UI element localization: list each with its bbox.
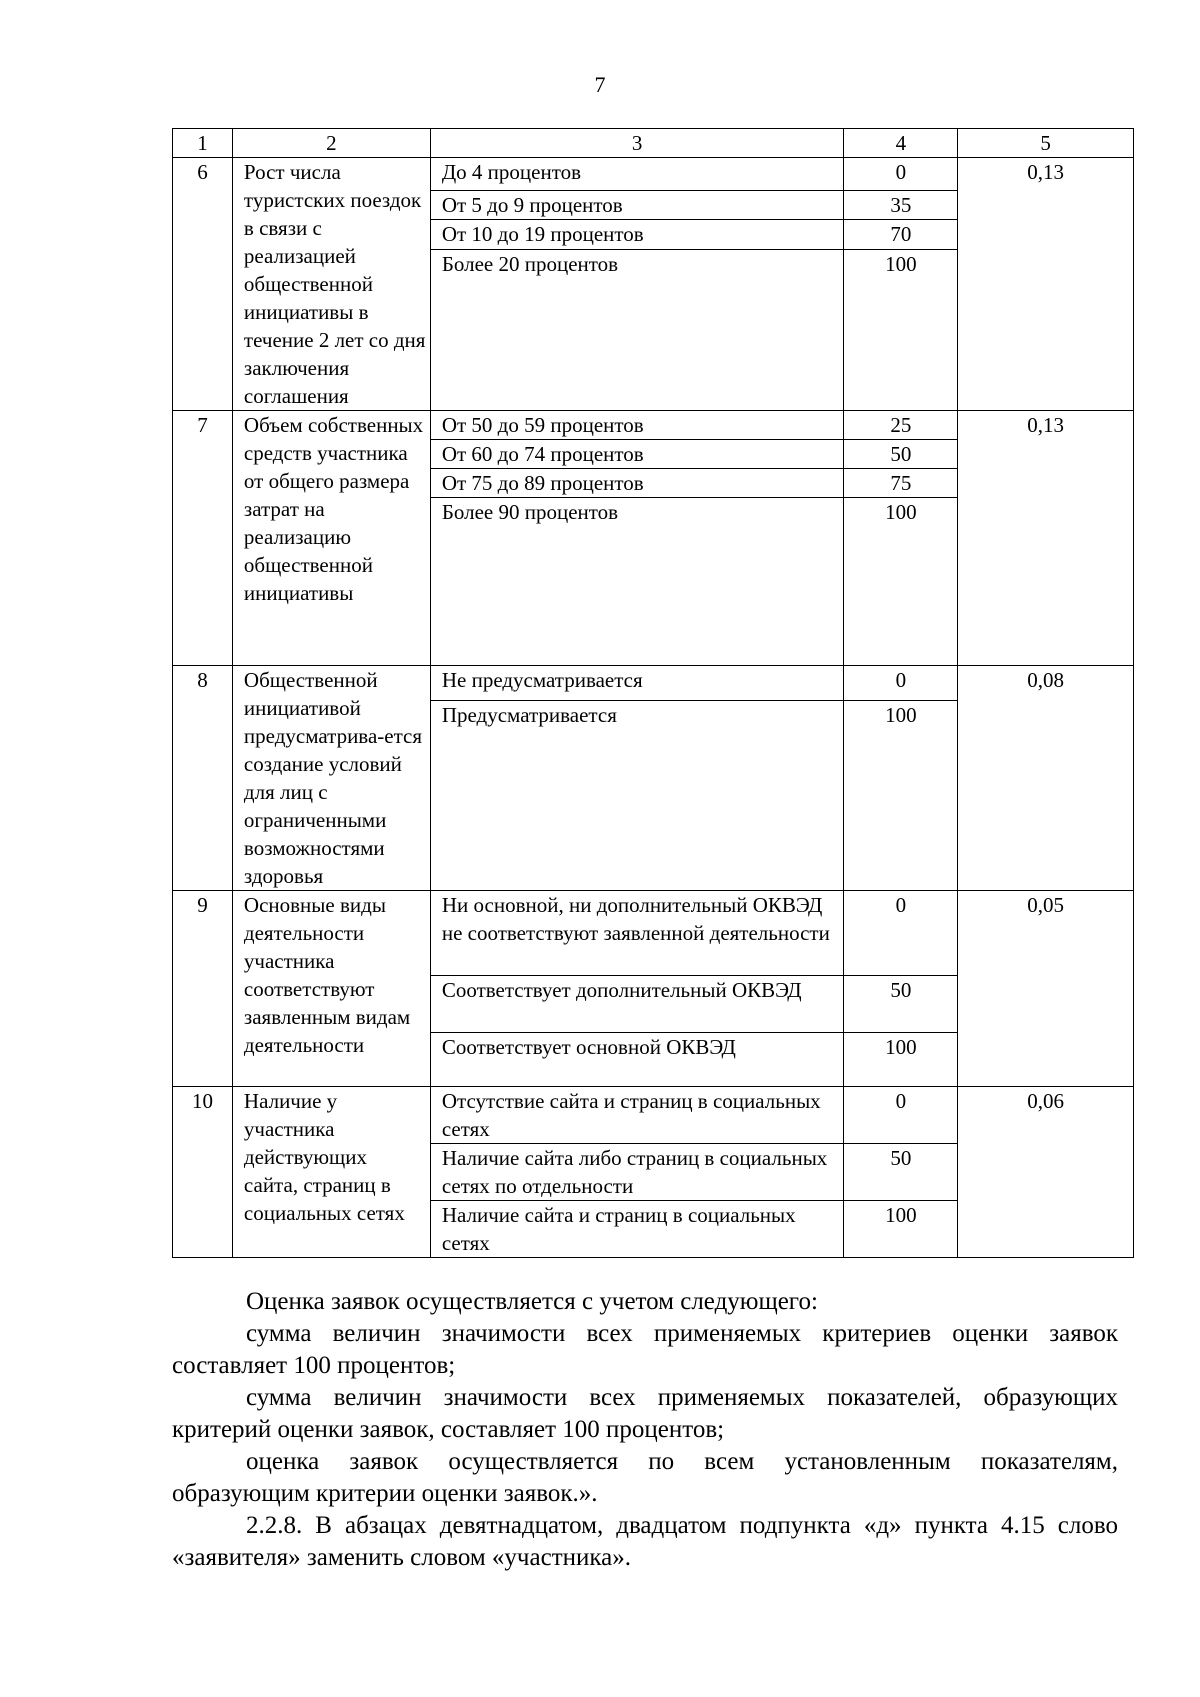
paragraph: сумма величин значимости всех применяемых показателей, образующих критерий оценки заявок, составляет 100 процентов; [172,1384,1118,1443]
criterion-name: Общественной инициативой предусматрива-ется создание условий для лиц с ограниченными возможностями здоровья [232,666,430,891]
criterion-number: 6 [173,158,233,411]
criterion-name: Рост числа туристских поездок в связи с реализацией общественной инициативы в течение 2 лет со дня заключения соглашения [232,158,430,411]
option-text: Наличие сайта и страниц в социальных сетях [430,1201,844,1258]
option-score: 100 [844,701,958,891]
option-text: Более 90 процентов [430,498,844,666]
option-text: От 75 до 89 процентов [430,469,844,498]
table-row [173,891,1134,976]
table-row [173,411,1134,440]
option-score: 50 [844,976,958,1033]
option-text: От 5 до 9 процентов [430,190,844,220]
option-text: Не предусматривается [430,666,844,701]
criterion-number: 10 [173,1087,233,1258]
criterion-number: 9 [173,891,233,1087]
criterion-name: Основные виды деятельности участника соответствуют заявленным видам деятельности [232,891,430,1087]
option-text: От 50 до 59 процентов [430,411,844,440]
criterion-name: Наличие у участника действующих сайта, страниц в социальных сетях [232,1087,430,1258]
option-text: Наличие сайта либо страниц в социальных сетях по отдельности [430,1144,844,1201]
option-text: Более 20 процентов [430,249,844,410]
column-header: 3 [430,129,844,158]
option-text: Отсутствие сайта и страниц в социальных сетях [430,1087,844,1144]
option-score: 25 [844,411,958,440]
criteria-table [172,128,1134,1258]
option-score: 0 [844,1087,958,1144]
option-score: 100 [844,249,958,410]
option-score: 0 [844,891,958,976]
option-text: Предусматривается [430,701,844,891]
option-score: 70 [844,220,958,250]
criterion-weight: 0,13 [958,158,1134,411]
option-score: 50 [844,440,958,469]
option-text: Соответствует дополнительный ОКВЭД [430,976,844,1033]
option-score: 100 [844,1201,958,1258]
option-score: 75 [844,469,958,498]
table-header-row [173,129,1134,158]
criterion-weight: 0,05 [958,891,1134,1087]
option-text: От 60 до 74 процентов [430,440,844,469]
option-score: 50 [844,1144,958,1201]
body-text [172,1286,1118,1574]
option-text: Ни основной, ни дополнительный ОКВЭД не соответствуют заявленной деятельности [430,891,844,976]
column-header: 1 [173,129,233,158]
column-header: 4 [844,129,958,158]
option-text: Соответствует основной ОКВЭД [430,1033,844,1087]
criterion-name: Объем собственных средств участника от общего размера затрат на реализацию общественной инициативы [232,411,430,666]
column-header: 2 [232,129,430,158]
criterion-number: 7 [173,411,233,666]
option-score: 100 [844,1033,958,1087]
option-score: 0 [844,158,958,191]
paragraph: сумма величин значимости всех применяемых критериев оценки заявок составляет 100 процентов; [172,1320,1118,1379]
option-score: 35 [844,190,958,220]
paragraph: оценка заявок осуществляется по всем установленным показателям, образующим критерии оценки заявок.». [172,1448,1118,1507]
table-row [173,1087,1134,1144]
paragraph: Оценка заявок осуществляется с учетом следующего: [246,1288,818,1315]
option-score: 100 [844,498,958,666]
option-text: От 10 до 19 процентов [430,220,844,250]
criterion-weight: 0,06 [958,1087,1134,1258]
page-number: 7 [594,72,606,97]
paragraph: 2.2.8. В абзацах девятнадцатом, двадцатом подпункта «д» пункта 4.15 слово «заявителя» заменить словом «участника». [172,1512,1118,1571]
table-row [173,666,1134,701]
option-text: До 4 процентов [430,158,844,191]
column-header: 5 [958,129,1134,158]
criterion-weight: 0,13 [958,411,1134,666]
criterion-number: 8 [173,666,233,891]
criterion-weight: 0,08 [958,666,1134,891]
option-score: 0 [844,666,958,701]
table-row [173,158,1134,191]
